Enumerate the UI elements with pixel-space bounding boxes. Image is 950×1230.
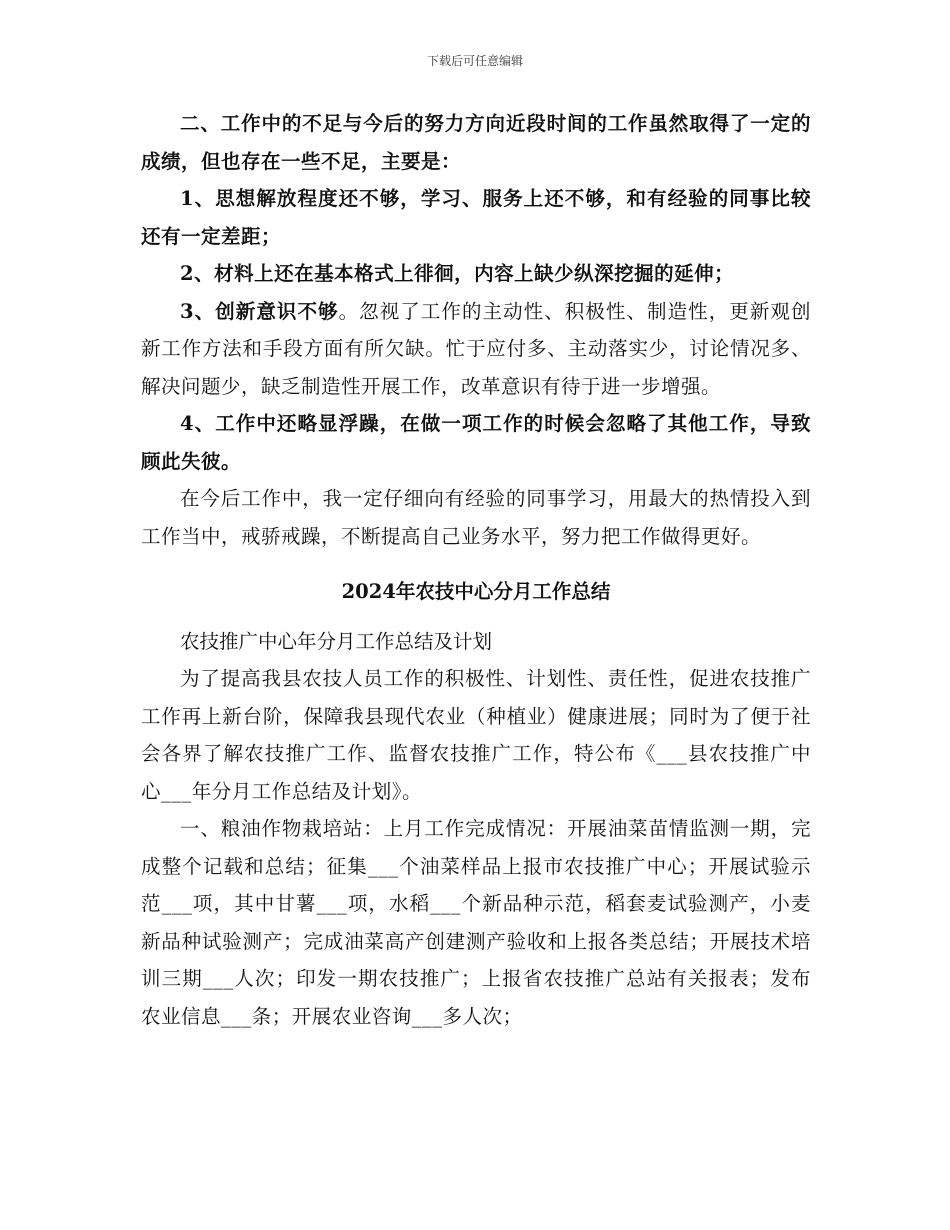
point-3-body: 。忽视了工作的主动性、积极性、制造性，更新观创新工作方法和手段方面有所欠缺。忙于应付多、主动落实少，讨论情况多、解决问题少，缺乏制造性开展工作，改革意识有待于进一步增强。 bbox=[141, 299, 811, 398]
paragraph-point-4: 4、工作中还略显浮躁，在做一项工作的时候会忽略了其他工作，导致顾此失彼。 bbox=[141, 412, 811, 473]
paragraph-grain-oil-station: 一、粮油作物栽培站：上月工作完成情况：开展油菜苗情监测一期，完成整个记载和总结；征集___个油菜样品上报市农技推广中心；开展试验示范___项，其中甘薯___项，水稻___个新品种示范，稻套麦试验测产，小麦新品种试验测产；完成油菜高产创建测产验收和上报各类总结；开展技术培训三期___人次；印发一期农技推广；上报省农技推广总站有关报表；发布农业信息___条；开展农业咨询___多人次； bbox=[141, 817, 811, 1028]
paragraph-future-plan: 在今后工作中，我一定仔细向有经验的同事学习，用最大的热情投入到工作当中，戒骄戒躁，不断提高自己业务水平，努力把工作做得更好。 bbox=[141, 487, 811, 548]
header-note: 下载后可任意编辑 bbox=[426, 54, 523, 68]
paragraph-point-1: 1、思想解放程度还不够，学习、服务上还不够，和有经验的同事比较还有一定差距； bbox=[141, 187, 811, 248]
section-subtitle: 农技推广中心年分月工作总结及计划 bbox=[180, 629, 493, 653]
paragraph-point-3 bbox=[141, 293, 811, 406]
paragraph-shortcomings-intro: 二、工作中的不足与今后的努力方向近段时间的工作虽然取得了一定的成绩，但也存在一些不足，主要是： bbox=[141, 112, 811, 173]
document-body bbox=[141, 105, 811, 1035]
paragraph-point-2: 2、材料上还在基本格式上徘徊，内容上缺少纵深挖掘的延伸； bbox=[180, 262, 735, 285]
section-title: 2024年农技中心分月工作总结 bbox=[341, 580, 611, 603]
point-3-heading: 3、创新意识不够 bbox=[180, 299, 339, 323]
paragraph-purpose: 为了提高我县农技人员工作的积极性、计划性、责任性，促进农技推广工作再上新台阶，保障我县现代农业（种植业）健康进展；同时为了便于社会各界了解农技推广工作、监督农技推广工作，特公布《___县农技推广中心___年分月工作总结及计划》。 bbox=[141, 667, 811, 803]
